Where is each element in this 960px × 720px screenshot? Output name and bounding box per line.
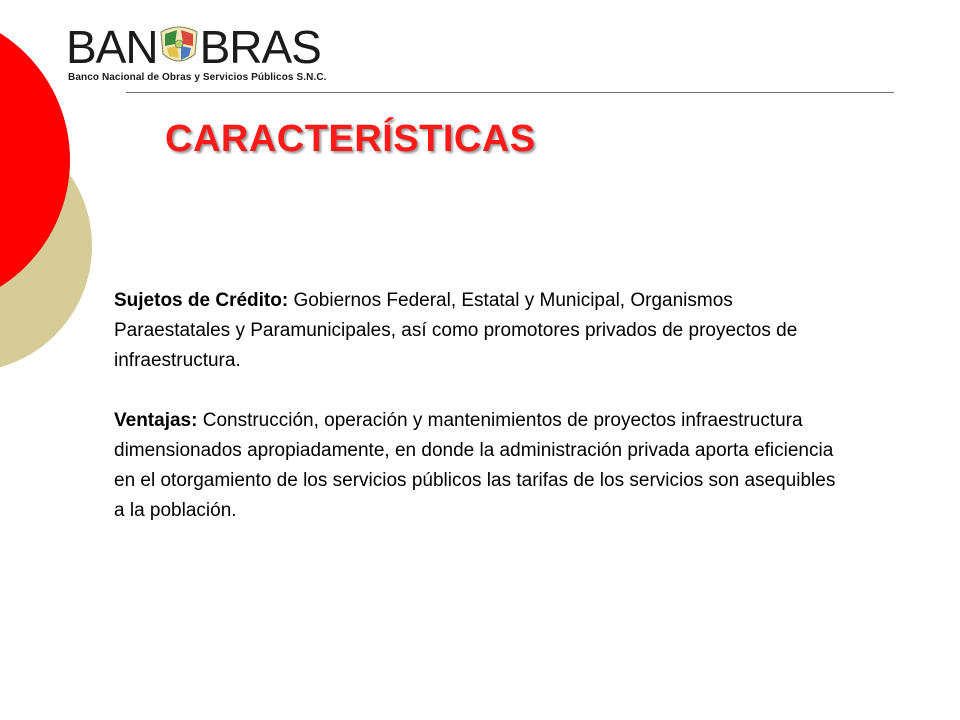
section-text: Gobiernos Federal, Estatal y Municipal, Organismos Paraestatales y Paramunicipales, así como promotores privados de proyectos de infraestructura. — [114, 290, 798, 371]
logo-text-right: BRAS — [199, 21, 321, 73]
logo-wordmark — [66, 22, 321, 72]
banobras-logo — [66, 22, 341, 86]
section-advantages — [114, 406, 844, 526]
section-label: Ventajas: — [114, 410, 198, 431]
slide-body — [114, 286, 844, 526]
slide-title: CARACTERÍSTICAS — [165, 118, 536, 160]
section-label: Sujetos de Crédito: — [114, 290, 289, 311]
header-divider — [126, 92, 894, 93]
paragraph-gap — [114, 376, 844, 406]
logo-subtitle: Banco Nacional de Obras y Servicios Públicos S.N.C. — [68, 72, 327, 83]
logo-emblem-icon — [159, 24, 199, 70]
section-text: Construcción, operación y mantenimientos de proyectos infraestructura dimensionados apropiadamente, en donde la administración privada aporta eficiencia en el otorgamiento de los servicios públicos las tarifas de los servicios son asequibles a la población. — [114, 410, 836, 521]
section-subjects — [114, 286, 844, 376]
logo-text-left: BAN — [66, 21, 158, 73]
